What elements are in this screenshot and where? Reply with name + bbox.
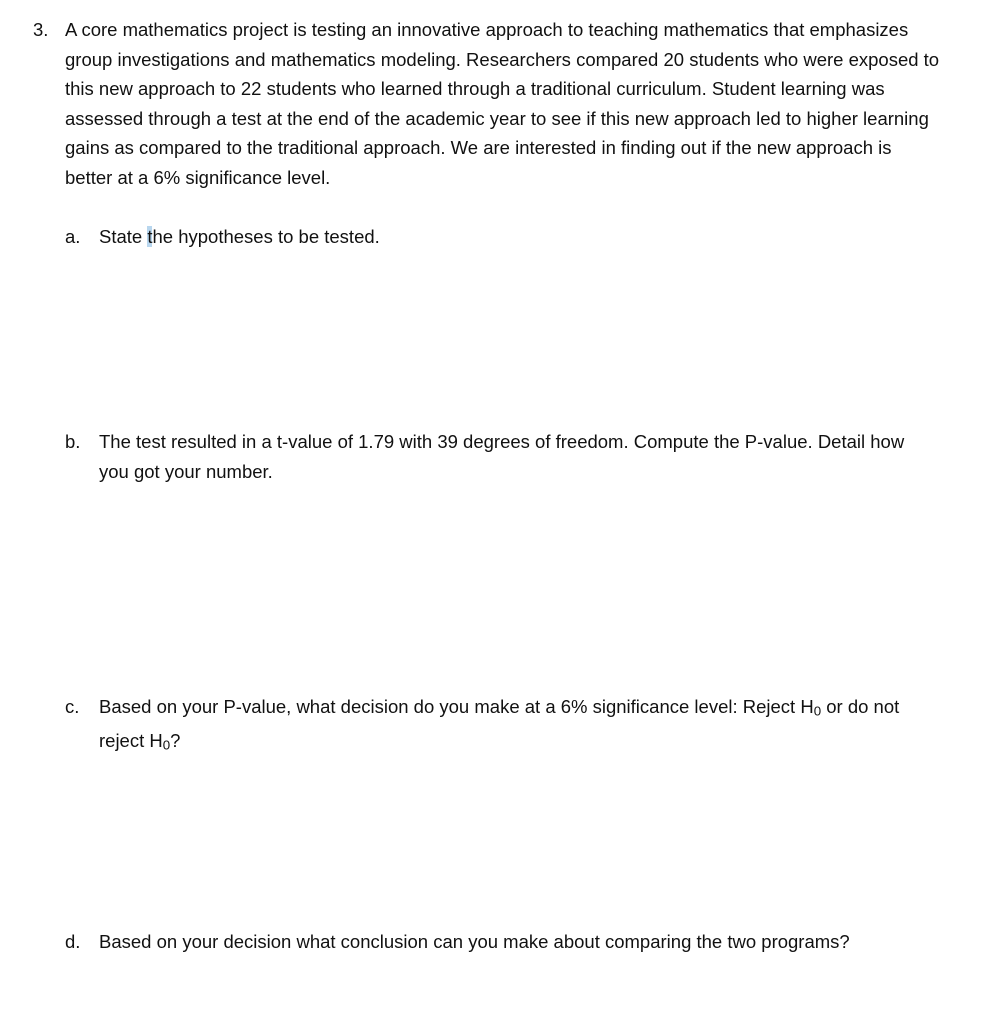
part-c-text-3: ? — [170, 729, 181, 751]
part-c-text — [99, 692, 914, 760]
part-b-letter: b. — [65, 431, 81, 452]
part-a-text-end: he hypotheses to be tested. — [152, 226, 380, 247]
part-b-text: The test resulted in a t-value of 1.79 with 39 degrees of freedom. Compute the P-value. Detail how you got your number. — [99, 431, 905, 482]
text-cursor-highlight: t — [147, 226, 153, 247]
h0-subscript: 0 — [162, 737, 171, 753]
part-d-letter: d. — [65, 931, 81, 952]
part-a-text-start: State — [99, 226, 148, 247]
question-number: 3. — [33, 19, 49, 40]
part-c-letter: c. — [65, 696, 80, 717]
part-c-text-2: or do not reject H — [99, 696, 900, 751]
part-c-text-1: Based on your P-value, what decision do you make at a 6% significance level: Reject H — [99, 696, 814, 717]
part-d-text: Based on your decision what conclusion can you make about comparing the two programs? — [99, 931, 850, 952]
part-a-text — [99, 222, 914, 252]
h0-subscript: 0 — [813, 703, 822, 719]
question-prompt: A core mathematics project is testing an innovative approach to teaching mathematics that emphasizes group investigations and mathematics modeling. Researchers compared 20 students who were exposed to this new approach to 22 students who learned through a traditional curriculum. Student learning was assessed through a test at the end of the academic year to see if this new approach led to higher learning gains as compared to the traditional approach. We are interested in finding out if the new approach is better at a 6% significance level. — [65, 19, 940, 188]
part-a-letter: a. — [65, 226, 81, 247]
